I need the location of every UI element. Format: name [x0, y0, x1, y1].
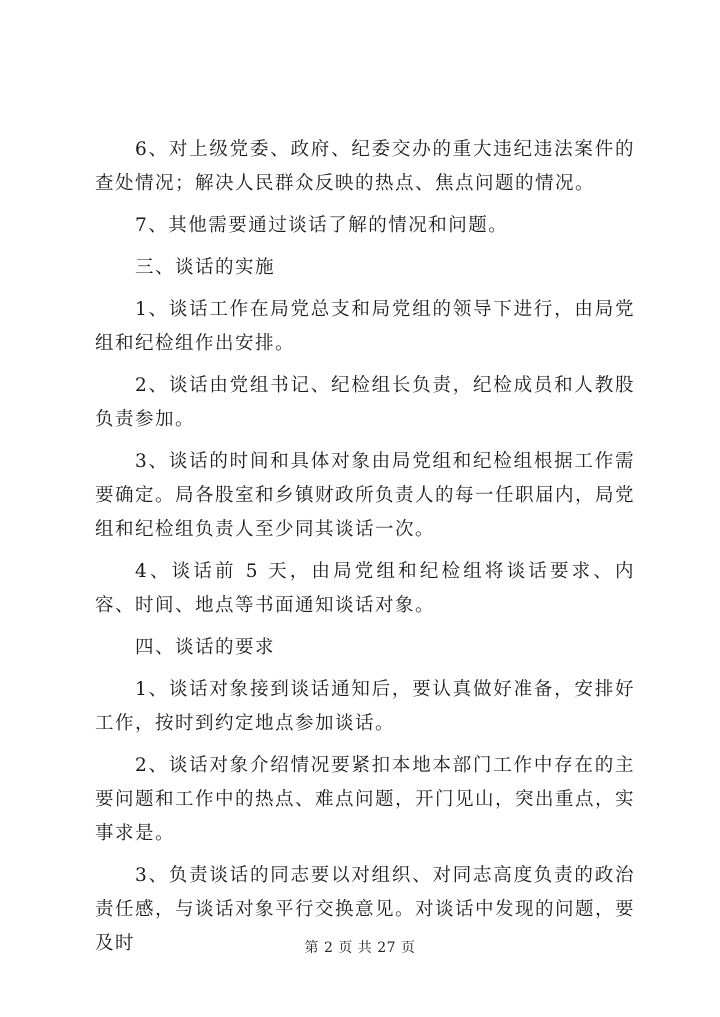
paragraph-requirements-3: 3、负责谈话的同志要以对组织、对同志高度负责的政治责任感，与谈话对象平行交换意见。对谈话中发现的问题，要及时	[95, 865, 636, 954]
paragraph-requirements-1: 1、谈话对象接到谈话通知后，要认真做好准备，安排好工作，按时到约定地点参加谈话。	[95, 679, 635, 734]
paragraph-item-7: 7、其他需要通过谈话了解的情况和问题。	[135, 215, 509, 236]
paragraph-implementation-1: 1、谈话工作在局党总支和局党组的领导下进行，由局党组和纪检组作出安排。	[95, 299, 635, 354]
section-heading-requirements: 四、谈话的要求	[135, 637, 276, 658]
page-number-footer: 第 2 页 共 27 页	[304, 940, 416, 956]
paragraph-item-6: 6、对上级党委、政府、纪委交办的重大违纪违法案件的查处情况；解决人民群众反映的热点、焦点问题的情况。	[95, 139, 635, 194]
section-heading-implementation: 三、谈话的实施	[135, 257, 276, 278]
paragraph-requirements-2: 2、谈话对象介绍情况要紧扣本地本部门工作中存在的主要问题和工作中的热点、难点问题，开门见山，突出重点，实事求是。	[95, 755, 636, 844]
paragraph-implementation-3: 3、谈话的时间和具体对象由局党组和纪检组根据工作需要确定。局各股室和乡镇财政所负责人的每一任职届内，局党组和纪检组负责人至少同其谈话一次。	[95, 451, 636, 540]
document-body	[95, 133, 635, 969]
paragraph-implementation-4: 4、谈话前 5 天，由局党组和纪检组将谈话要求、内容、时间、地点等书面通知谈话对象。	[95, 561, 635, 616]
paragraph-implementation-2: 2、谈话由党组书记、纪检组长负责，纪检成员和人教股负责参加。	[95, 375, 635, 430]
